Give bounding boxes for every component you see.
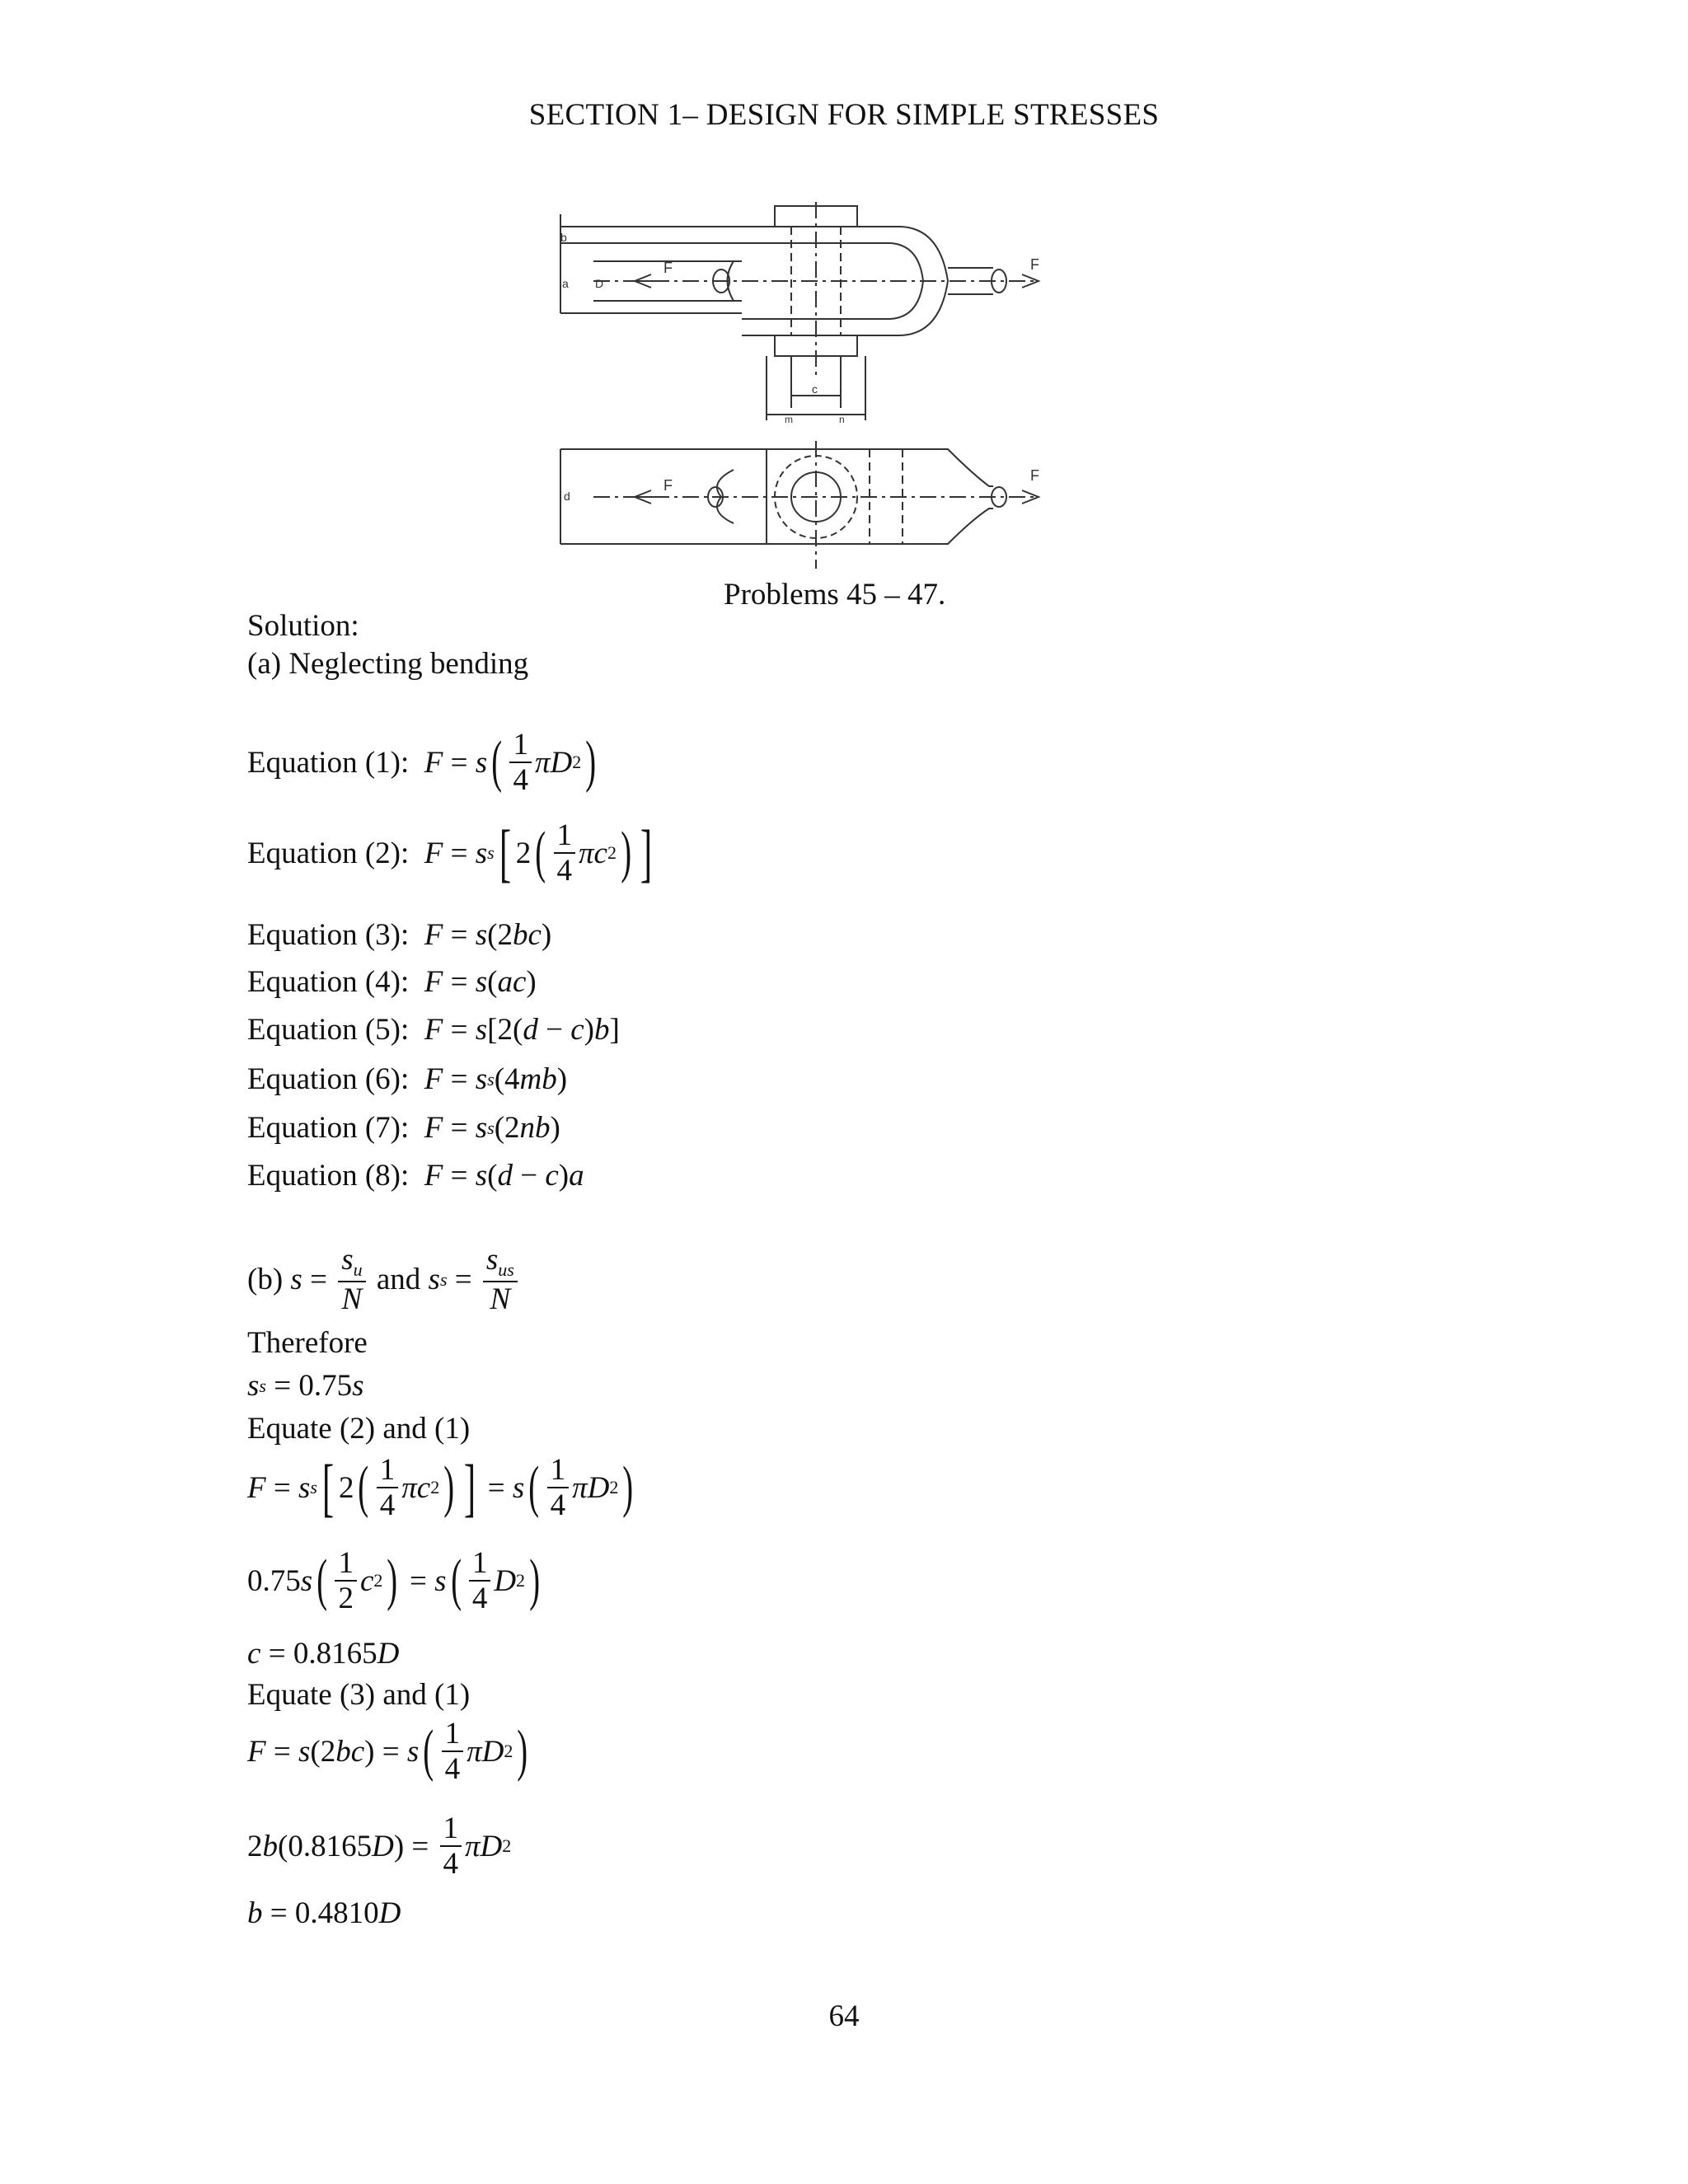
solution-title: Solution: bbox=[247, 609, 359, 643]
equate-3-1-heading: Equate (3) and (1) bbox=[247, 1678, 471, 1712]
therefore-text: Therefore bbox=[247, 1326, 368, 1360]
force-label-left: F bbox=[663, 260, 673, 276]
clevis-top-view-diagram bbox=[544, 202, 1088, 449]
dim-label-D-left: D bbox=[595, 277, 604, 290]
part-b-relations: (b) s = $\frac{s_u}{N}$ and s s = $\frac{s_{us}}{N}$ bbox=[247, 1244, 521, 1315]
equation-equate-3-1: F = s (2 bc ) = s ( $\frac{1}{4}$ πD 2 ) bbox=[247, 1717, 528, 1786]
equation-6: Equation (6): F = s s (4 mb ) bbox=[247, 1062, 568, 1096]
c-result: c = 0.8165 D bbox=[247, 1637, 400, 1671]
equate-2-1-heading: Equate (2) and (1) bbox=[247, 1412, 471, 1446]
force-label-left-side: F bbox=[663, 477, 673, 494]
clevis-side-view-diagram bbox=[544, 441, 1088, 581]
equation-4: Equation (4): F = s ( ac ) bbox=[247, 965, 537, 999]
equation-simplified: 0.75 s ( $\frac{1}{2}$ c 2 ) = s ( $\frac{1}{4}$ D 2 ) bbox=[247, 1546, 541, 1615]
part-a-heading: (a) Neglecting bending bbox=[247, 647, 529, 681]
dim-label-n: n bbox=[839, 414, 845, 425]
equation-7: Equation (7): F = s s (2 nb ) bbox=[247, 1111, 560, 1145]
equation-2: Equation (2): F = s s [ 2 ( $\frac{1}{4}$ πc 2 ) ] bbox=[247, 817, 653, 888]
equation-b-solve: 2 b ( 0.8165 D ) = $\frac{1}{4}$ πD 2 bbox=[247, 1811, 512, 1881]
dim-label-d: d bbox=[564, 490, 570, 503]
dim-label-c: c bbox=[812, 382, 818, 396]
section-header: SECTION 1– DESIGN FOR SIMPLE STRESSES bbox=[528, 98, 1160, 132]
force-label-right: F bbox=[1030, 256, 1039, 273]
equation-equate-2-1: F = s s [ 2 ( $\frac{1}{4}$ πc 2 ) ] = s ( $\frac{1}{4}$ πD 2 ) bbox=[247, 1451, 634, 1523]
dim-label-b: b bbox=[560, 231, 567, 244]
equation-8: Equation (8): F = s ( d − c ) a bbox=[247, 1159, 584, 1193]
ss-relation: s s = 0.75 s bbox=[247, 1369, 364, 1403]
page-number: 64 bbox=[828, 1999, 860, 2033]
equation-5: Equation (5): F = s [2( d − c ) b ] bbox=[247, 1013, 620, 1047]
force-label-right-side: F bbox=[1030, 467, 1039, 484]
equation-3: Equation (3): F = s (2 bc ) bbox=[247, 918, 552, 952]
equation-1: Equation (1): F = s ( $\frac{1}{4}$ πD 2 ) bbox=[247, 728, 597, 797]
b-result: b = 0.4810 D bbox=[247, 1896, 401, 1930]
figure-caption: Problems 45 – 47. bbox=[724, 578, 946, 612]
dim-label-m: m bbox=[785, 414, 793, 425]
dim-label-a: a bbox=[562, 277, 569, 290]
